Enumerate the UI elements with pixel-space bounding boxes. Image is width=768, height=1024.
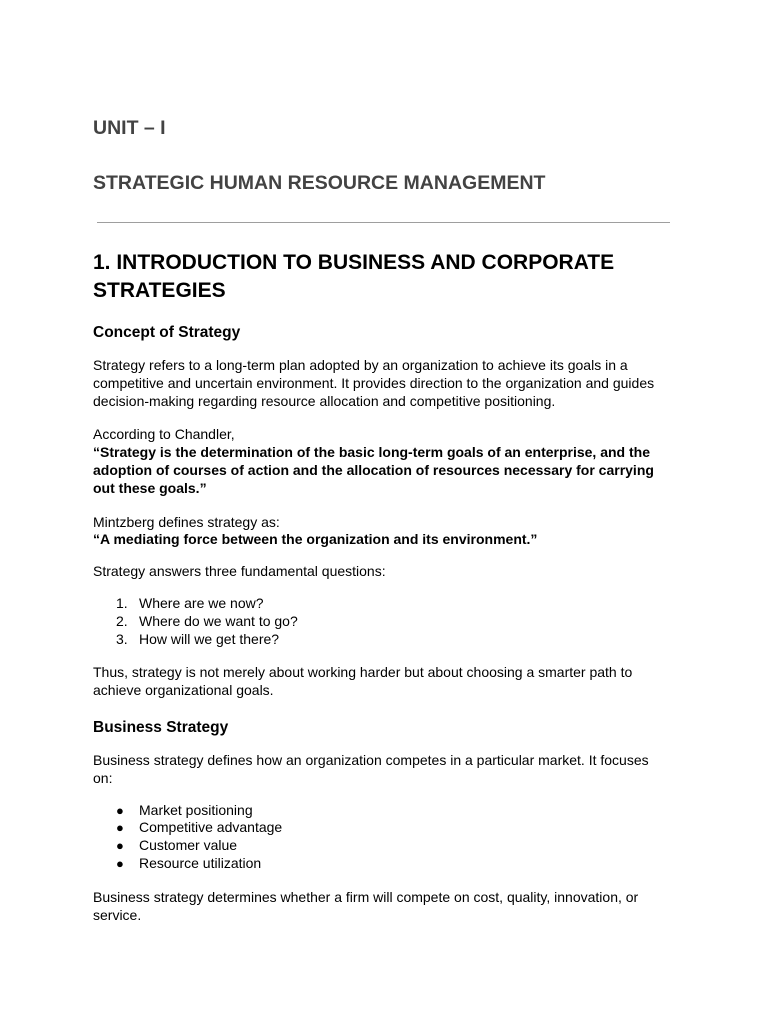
mintzberg-intro: Mintzberg defines strategy as: [93,513,280,530]
list-item-text: How will we get there? [139,630,280,647]
business-strategy-heading: Business Strategy [93,718,229,736]
business-strategy-intro: Business strategy defines how an organization competes in a particular market. It focuses on: [93,751,649,786]
bullet-icon: ● [116,820,124,836]
list-item [93,802,671,820]
list-item-text: Customer value [139,837,238,854]
mintzberg-quote: “A mediating force between the organization and its environment.” [93,531,538,548]
chandler-quote: “Strategy is the determination of the basic long-term goals of an enterprise, and the adoption of courses of action and the allocation of resources necessary for carrying out these goals.” [93,444,654,496]
list-item [93,631,671,649]
questions-intro: Strategy answers three fundamental questions: [93,563,386,580]
horizontal-divider [97,222,670,223]
list-item [93,613,671,631]
document-content [93,116,671,924]
list-item [93,819,671,837]
business-strategy-closing: Business strategy determines whether a firm will compete on cost, quality, innovation, or service. [93,888,639,923]
mintzberg-paragraph [93,514,671,550]
bullet-icon: ● [116,838,124,854]
list-number: 3. [116,630,128,647]
chandler-paragraph [93,426,671,497]
section-title: 1. INTRODUCTION TO BUSINESS AND CORPORATE STRATEGIES [93,251,615,302]
list-number: 1. [116,594,128,611]
list-item-text: Market positioning [139,801,253,818]
questions-list [93,595,671,648]
list-item-text: Resource utilization [139,854,262,871]
list-item [93,595,671,613]
list-number: 2. [116,612,128,629]
document-title: STRATEGIC HUMAN RESOURCE MANAGEMENT [93,172,546,194]
concept-heading: Concept of Strategy [93,324,241,341]
conclusion-paragraph: Thus, strategy is not merely about working harder but about choosing a smarter path to achieve organizational goals. [93,664,633,699]
list-item [93,837,671,855]
chandler-intro: According to Chandler, [93,426,235,443]
bullet-icon: ● [116,855,124,871]
list-item [93,855,671,873]
unit-title: UNIT – I [93,117,166,139]
list-item-text: Competitive advantage [139,819,283,836]
strategy-definition-paragraph: Strategy refers to a long-term plan adopted by an organization to achieve its goals in a competitive and uncertain environment. It provides direction to the organization and guides decision-making regarding resource allocation and competitive positioning. [93,357,655,409]
list-item-text: Where are we now? [139,594,264,611]
bullet-icon: ● [116,802,124,818]
list-item-text: Where do we want to go? [139,612,298,629]
focus-list [93,802,671,873]
